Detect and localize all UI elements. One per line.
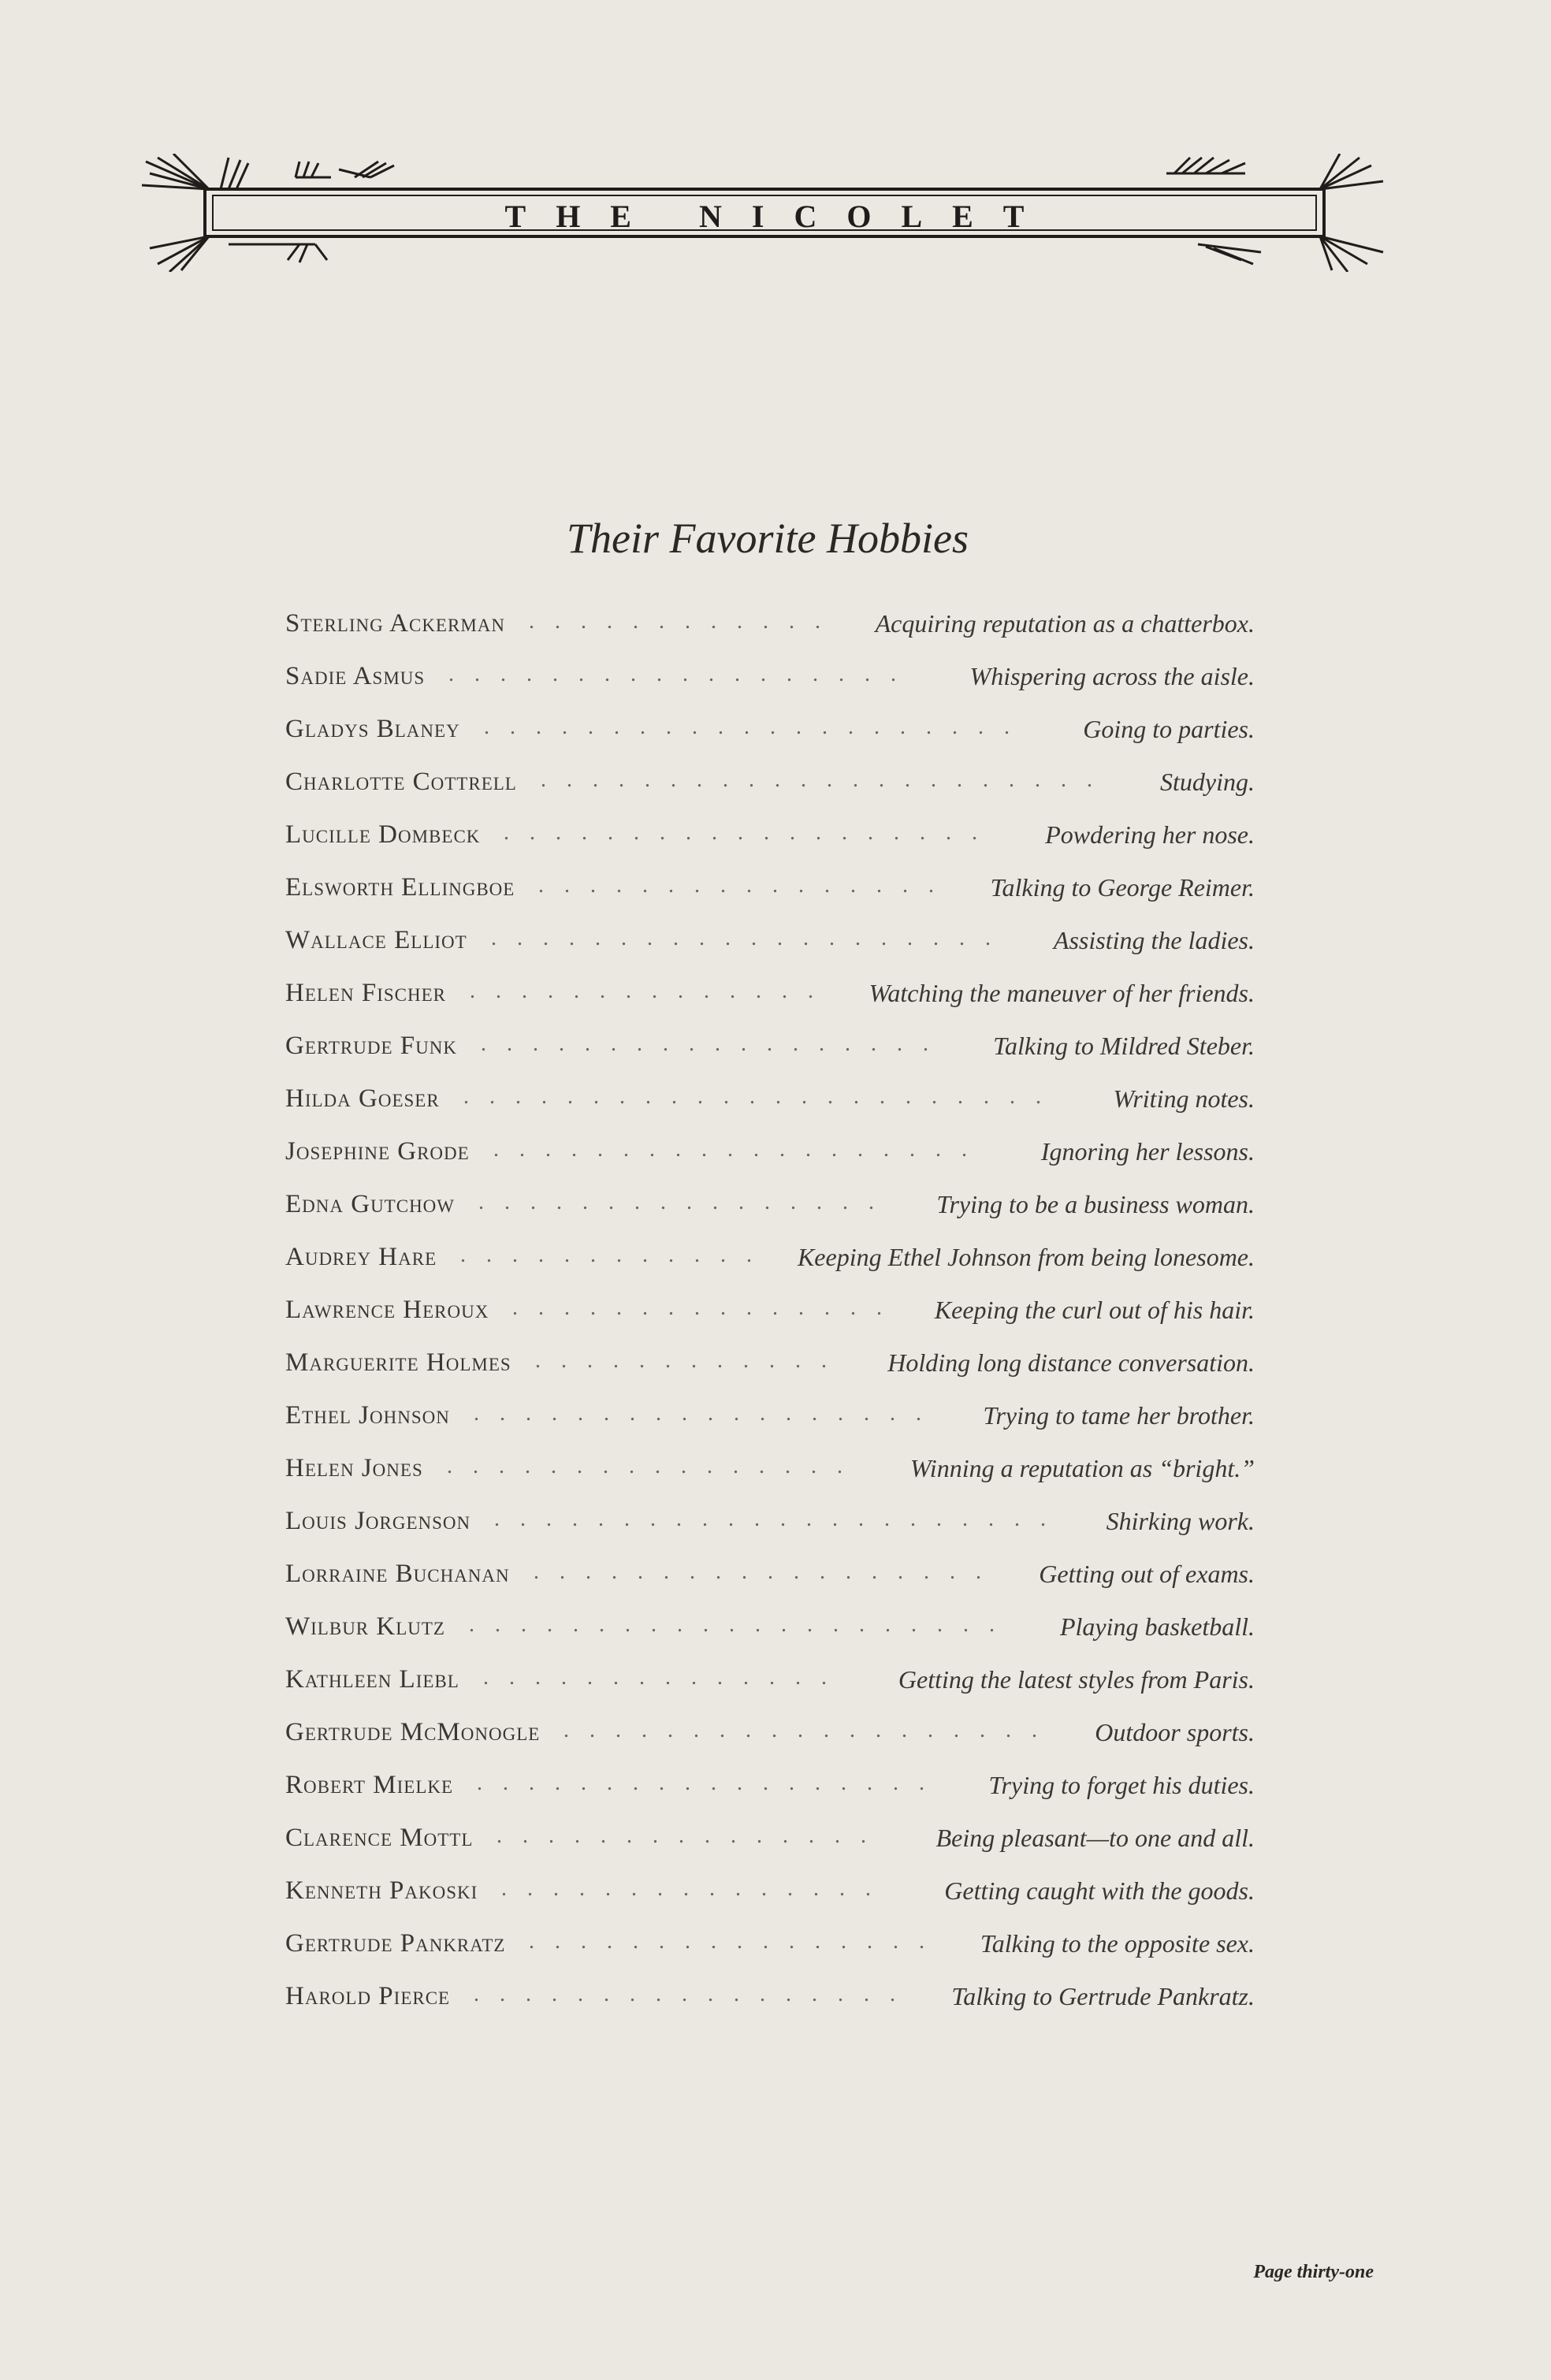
leader-dots: ................ [538,873,954,898]
leader-dots: .................. [534,1560,1002,1584]
list-item [285,1078,1255,1131]
leader-dots: ................... [563,1718,1058,1742]
student-name: Charlotte Cottrell [285,768,517,796]
list-item [285,1553,1255,1606]
hobby-text: Talking to Gertrude Pankratz. [951,1982,1255,2010]
leader-dots: ................ [529,1929,945,1954]
leader-dots: ............... [501,1876,891,1901]
leader-dots: ................. [474,1982,916,2006]
hobby-text: Powdering her nose. [1045,820,1255,849]
list-item [285,1131,1255,1184]
hobby-text: Studying. [1160,768,1255,796]
student-name: Josephine Grode [285,1137,470,1166]
list-item [285,708,1255,761]
list-item [285,1923,1255,1976]
leader-dots: .................. [474,1401,942,1426]
student-name: Wilbur Klutz [285,1612,445,1641]
hobbies-list [285,603,1255,2029]
hobby-text: Going to parties. [1083,715,1255,743]
hobby-text: Shirking work. [1106,1507,1255,1535]
hobby-text: Watching the maneuver of her friends. [868,979,1255,1007]
student-name: Robert Mielke [285,1771,454,1799]
list-item [285,656,1255,708]
hobby-text: Outdoor sports. [1095,1718,1255,1746]
header-title: THE NICOLET [504,199,1054,234]
student-name: Gladys Blaney [285,715,460,743]
student-name: Harold Pierce [285,1982,451,2010]
list-item [285,1659,1255,1712]
page-number: Page thirty-one [1253,2262,1374,2282]
list-item [285,1712,1255,1765]
leader-dots: ................ [447,1454,863,1478]
list-item [285,1817,1255,1870]
student-name: Sadie Asmus [285,662,426,690]
hobby-text: Being pleasant—to one and all. [935,1824,1255,1852]
student-name: Helen Fischer [285,979,446,1007]
leader-dots: ............ [529,609,841,634]
hobby-text: Ignoring her lessons. [1040,1137,1255,1166]
hobby-text: Playing basketball. [1059,1612,1255,1641]
leader-dots: ............ [460,1243,772,1267]
hobby-text: Holding long distance conversation. [887,1348,1255,1377]
hobby-text: Assisting the ladies. [1053,926,1255,954]
hobby-text: Talking to George Reimer. [990,873,1255,902]
hobby-text: Getting the latest styles from Paris. [898,1665,1255,1694]
student-name: Lucille Dombeck [285,820,481,849]
student-name: Wallace Elliot [285,926,467,954]
list-item [285,1236,1255,1289]
student-name: Edna Gutchow [285,1190,455,1218]
leader-dots: ...................... [494,1507,1066,1531]
leader-dots: .................. [481,1032,949,1056]
student-name: Audrey Hare [285,1243,437,1271]
list-item [285,1395,1255,1448]
student-name: Louis Jorgenson [285,1507,471,1535]
student-name: Lorraine Buchanan [285,1560,510,1588]
list-item [285,761,1255,814]
hobby-text: Whispering across the aisle. [969,662,1255,690]
list-item [285,1184,1255,1236]
list-item [285,1448,1255,1501]
hobby-text: Trying to be a business woman. [936,1190,1255,1218]
student-name: Hilda Goeser [285,1084,440,1113]
list-item [285,1289,1255,1342]
list-item [285,1765,1255,1817]
page-title: Their Favorite Hobbies [567,515,969,562]
leader-dots: ....................... [463,1084,1062,1109]
student-name: Kathleen Liebl [285,1665,459,1694]
list-item [285,1025,1255,1078]
leader-dots: ................... [493,1137,988,1162]
student-name: Ethel Johnson [285,1401,450,1430]
list-item [285,920,1255,972]
hobby-text: Keeping Ethel Johnson from being lonesome. [797,1243,1255,1271]
hobby-text: Winning a reputation as “bright.” [909,1454,1255,1482]
student-name: Gertrude Funk [285,1032,457,1060]
list-item [285,603,1255,656]
leader-dots: ............... [497,1824,887,1848]
leader-dots: ............ [535,1348,847,1373]
student-name: Helen Jones [285,1454,423,1482]
hobby-text: Acquiring reputation as a chatterbox. [875,609,1255,638]
hobby-text: Getting caught with the goods. [944,1876,1255,1905]
student-name: Sterling Ackerman [285,609,505,638]
leader-dots: .............. [483,1665,847,1690]
hobby-text: Talking to Mildred Steber. [993,1032,1255,1060]
list-item [285,1501,1255,1553]
leader-dots: ................... [504,820,998,845]
leader-dots: .................. [448,662,917,686]
student-name: Gertrude Pankratz [285,1929,506,1958]
leader-dots: ..................... [484,715,1030,739]
leader-dots: .................... [491,926,1011,950]
leader-dots: ...................... [541,768,1113,792]
student-name: Marguerite Holmes [285,1348,511,1377]
leader-dots: ..................... [469,1612,1015,1637]
leader-dots: ............... [512,1296,902,1320]
list-item [285,972,1255,1025]
hobby-text: Trying to forget his duties. [988,1771,1255,1799]
list-item [285,1342,1255,1395]
hobby-text: Keeping the curl out of his hair. [934,1296,1255,1324]
student-name: Lawrence Heroux [285,1296,489,1324]
list-item [285,1606,1255,1659]
student-name: Kenneth Pakoski [285,1876,478,1905]
student-name: Clarence Mottl [285,1824,474,1852]
student-name: Gertrude McMonogle [285,1718,541,1746]
hobby-text: Trying to tame her brother. [983,1401,1255,1430]
list-item [285,1870,1255,1923]
list-item [285,1976,1255,2029]
leader-dots: .............. [470,979,834,1003]
header-banner [142,154,1387,272]
hobby-text: Talking to the opposite sex. [980,1929,1255,1958]
student-name: Elsworth Ellingboe [285,873,515,902]
leader-dots: ................ [478,1190,895,1214]
list-item [285,814,1255,867]
leader-dots: .................. [477,1771,945,1795]
hobby-text: Getting out of exams. [1039,1560,1255,1588]
hobby-text: Writing notes. [1113,1084,1255,1113]
list-item [285,867,1255,920]
